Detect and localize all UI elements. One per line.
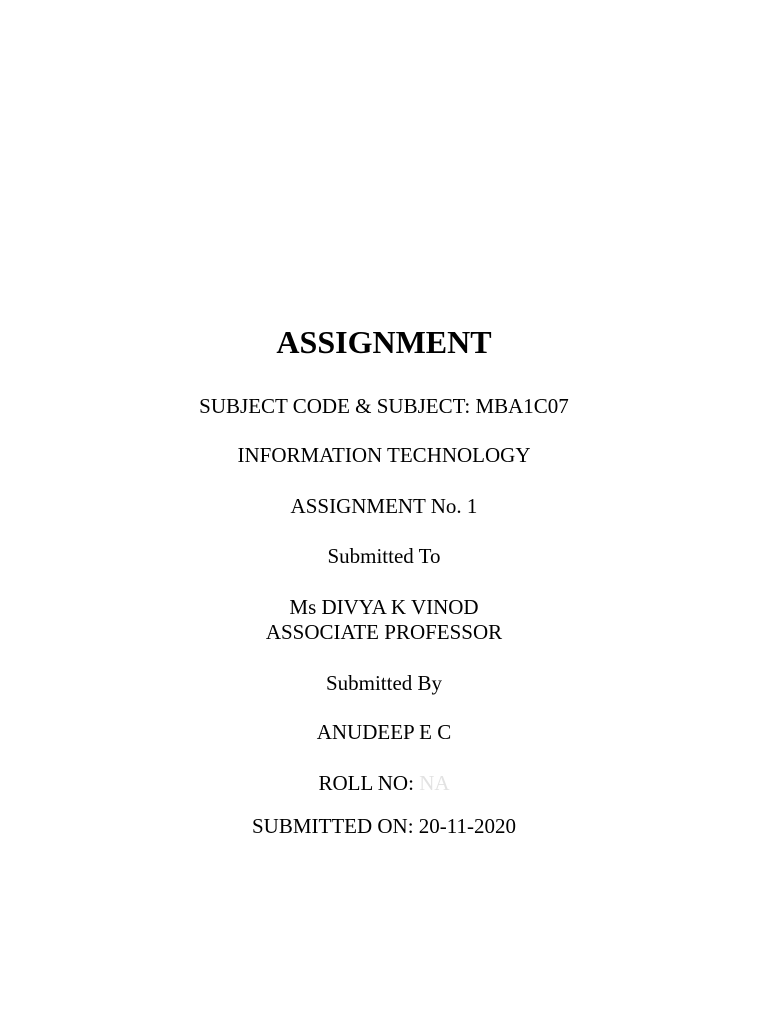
recipient-title: ASSOCIATE PROFESSOR — [265, 620, 503, 644]
roll-number — [0, 770, 768, 796]
submission-date: SUBMITTED ON: 20-11-2020 — [251, 814, 517, 838]
subject-code-line: SUBJECT CODE & SUBJECT: MBA1C07 — [199, 394, 569, 418]
submitted-to-label: Submitted To — [327, 544, 441, 568]
submitted-by-label: Submitted By — [325, 671, 443, 695]
roll-number-value: NA — [419, 771, 450, 795]
assignment-number: ASSIGNMENT No. 1 — [290, 494, 478, 518]
student-name: ANUDEEP E C — [316, 720, 452, 744]
roll-number-label: ROLL NO: — [318, 771, 420, 795]
subject-name: INFORMATION TECHNOLOGY — [237, 443, 531, 467]
document-title: ASSIGNMENT — [276, 324, 492, 360]
recipient-name: Ms DIVYA K VINOD — [289, 595, 479, 619]
